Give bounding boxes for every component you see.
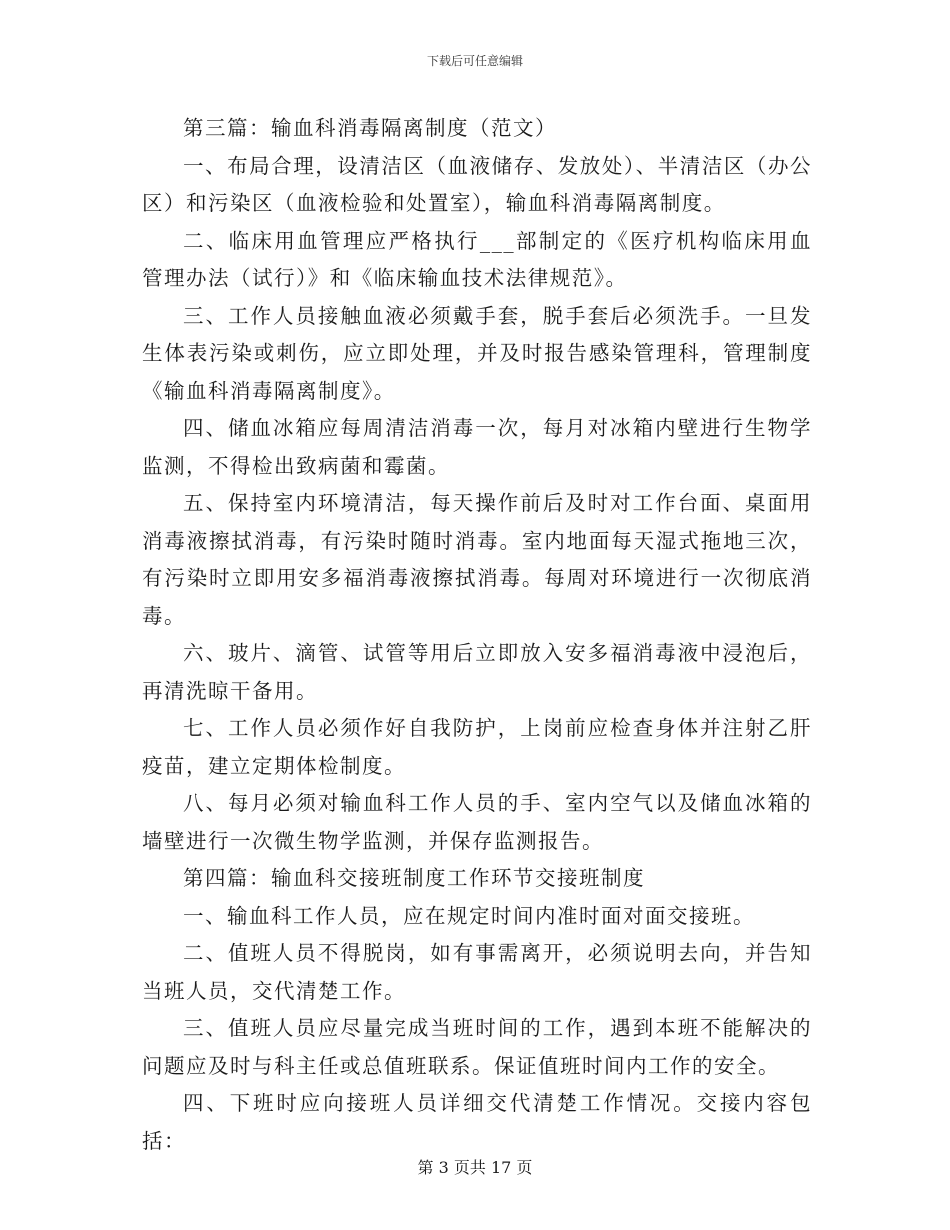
page-number: 第 3 页共 17 页 xyxy=(417,1158,533,1177)
document-body xyxy=(142,110,812,1160)
paragraph: 一、布局合理，设清洁区（血液储存、发放处）、半清洁区（办公区）和污染区（血液检验和处置室），输血科消毒隔离制度。 xyxy=(142,153,812,215)
paragraph: 四、储血冰箱应每周清洁消毒一次，每月对冰箱内壁进行生物学监测，不得检出致病菌和霉菌。 xyxy=(142,416,812,478)
paragraph: 二、值班人员不得脱岗，如有事需离开，必须说明去向，并告知当班人员，交代清楚工作。 xyxy=(142,941,812,1003)
paragraph: 七、工作人员必须作好自我防护，上岗前应检查身体并注射乙肝疫苗，建立定期体检制度。 xyxy=(142,716,812,778)
paragraph: 三、值班人员应尽量完成当班时间的工作，遇到本班不能解决的问题应及时与科主任或总值班联系。保证值班时间内工作的安全。 xyxy=(142,1016,812,1078)
paragraph: 八、每月必须对输血科工作人员的手、室内空气以及储血冰箱的墙壁进行一次微生物学监测，并保存监测报告。 xyxy=(142,791,812,853)
section-title-4: 第四篇：输血科交接班制度工作环节交接班制度 xyxy=(183,866,645,890)
paragraph: 五、保持室内环境清洁，每天操作前后及时对工作台面、桌面用消毒液擦拭消毒，有污染时随时消毒。室内地面每天湿式拖地三次，有污染时立即用安多福消毒液擦拭消毒。每周对环境进行一次彻底消毒。 xyxy=(142,491,812,628)
paragraph: 一、输血科工作人员，应在规定时间内准时面对面交接班。 xyxy=(183,903,755,928)
paragraph: 三、工作人员接触血液必须戴手套，脱手套后必须洗手。一旦发生体表污染或刺伤，应立即处理，并及时报告感染管理科，管理制度《输血科消毒隔离制度》。 xyxy=(142,303,812,403)
page-header-note: 下载后可任意编辑 xyxy=(426,54,523,68)
section-title-3: 第三篇：输血科消毒隔离制度（范文） xyxy=(183,116,557,140)
paragraph: 二、临床用血管理应严格执行___部制定的《医疗机构临床用血管理办法（试行）》和《临床输血技术法律规范》。 xyxy=(142,228,812,290)
paragraph: 六、玻片、滴管、试管等用后立即放入安多福消毒液中浸泡后，再清洗晾干备用。 xyxy=(142,641,812,703)
paragraph: 四、下班时应向接班人员详细交代清楚工作情况。交接内容包括： xyxy=(142,1091,812,1153)
